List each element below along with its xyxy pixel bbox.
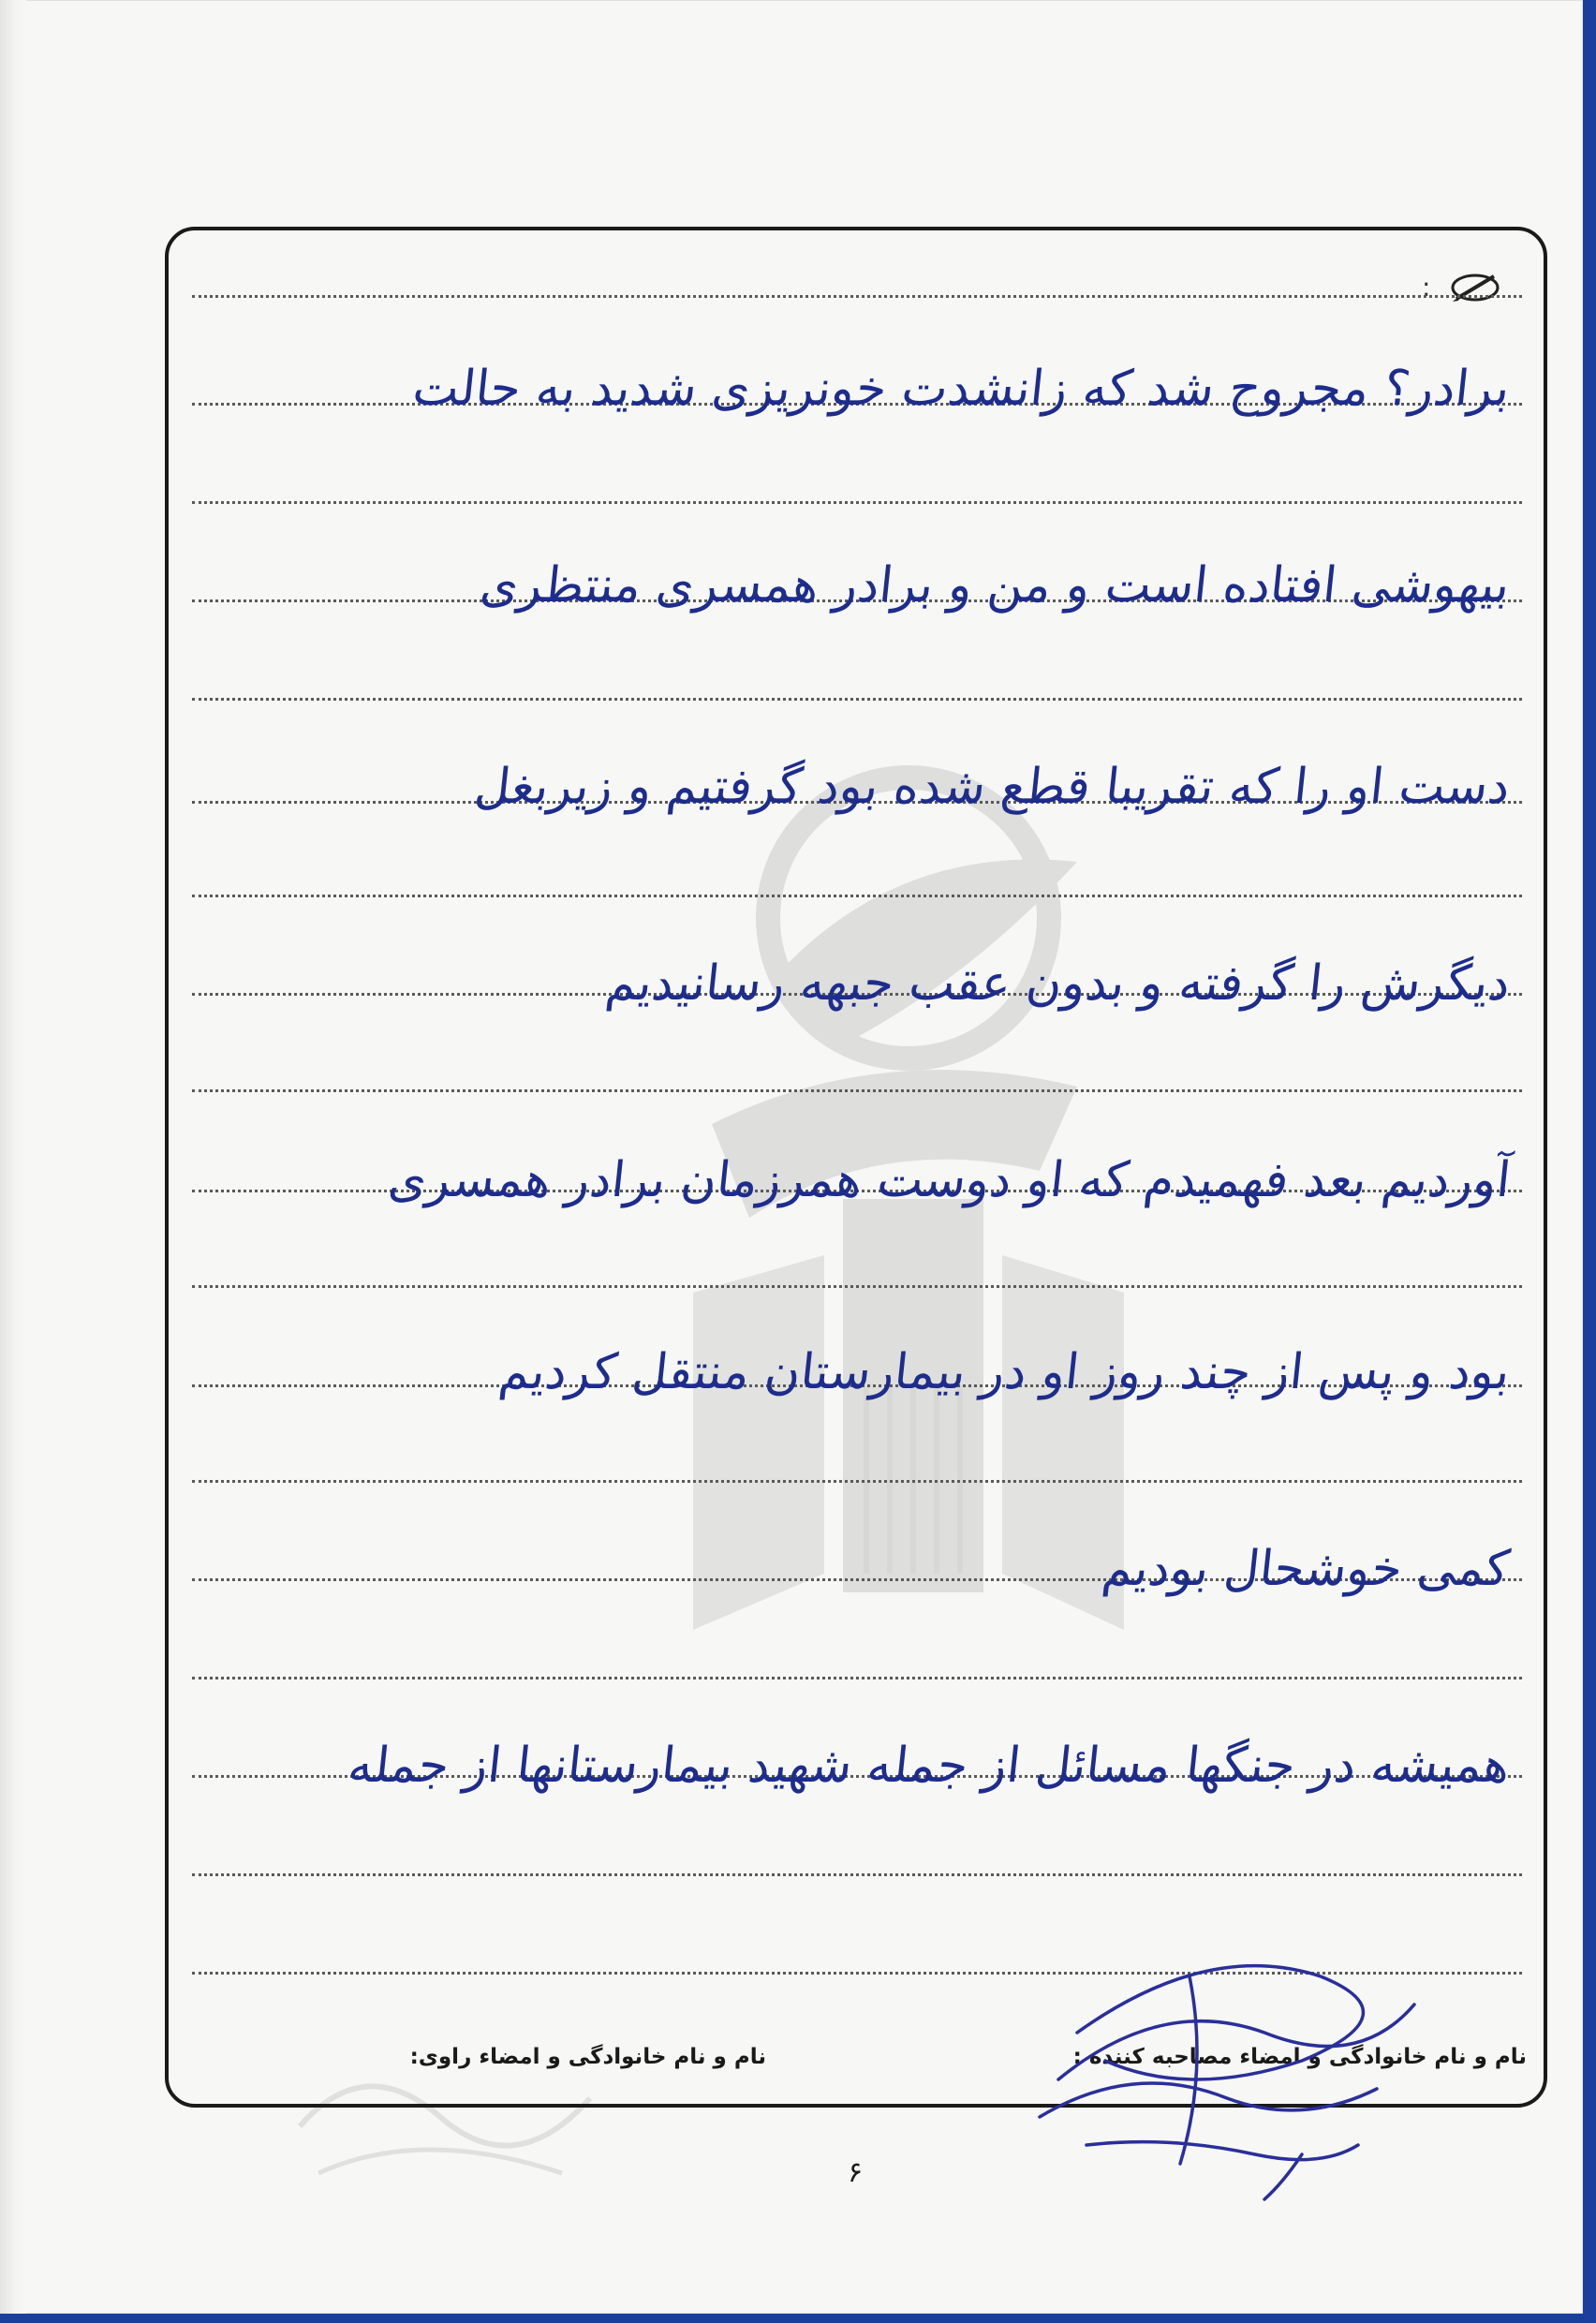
handwritten-signature — [1021, 1920, 1442, 2201]
ruled-line — [192, 1089, 1522, 1092]
handwritten-line: برادر؟ مجروح شد که زانشدت خونریزی شدید به حالت — [410, 361, 1514, 417]
ruled-line — [192, 501, 1522, 504]
narrator-signature-label: نام و نام خانوادگی و امضاء راوی: — [409, 2045, 766, 2069]
pen-icon-colon: : — [1422, 272, 1431, 303]
ruled-line — [192, 895, 1522, 897]
handwritten-line: دست او را که تقریبا قطع شده بود گرفتیم و زیربغل — [472, 759, 1514, 815]
handwritten-line: دیگرش را گرفته و بدون عقب جبهه رسانیدیم — [602, 955, 1514, 1012]
pen-icon — [1447, 267, 1501, 304]
ruled-line — [192, 698, 1522, 701]
handwritten-line: آوردیم بعد فهمیدم که او دوست همرزمان برادر همسری — [385, 1152, 1514, 1208]
ruled-line — [192, 295, 1522, 298]
handwritten-line: بیهوشی افتاده است و من و برادر همسری منتظری — [478, 557, 1514, 614]
handwritten-line: کمی خوشحال بودیم — [1100, 1541, 1514, 1597]
ruled-line — [192, 1480, 1522, 1483]
interviewer-signature-label: نام و نام خانوادگی و امضاء مصاحبه کننده : — [1072, 2045, 1527, 2069]
page-number: ۶ — [848, 2156, 864, 2189]
handwritten-line: بود و پس از چند روز او در بیمارستان منتقل کردیم — [496, 1344, 1514, 1400]
paper-edge-shadow — [0, 0, 26, 2314]
ruled-line — [192, 1873, 1522, 1876]
ruled-line — [192, 1285, 1522, 1288]
handwritten-line: همیشه در جنگها مسائل از جمله شهید بیمارستانها از جمله — [346, 1738, 1514, 1794]
ruled-line — [192, 1677, 1522, 1679]
